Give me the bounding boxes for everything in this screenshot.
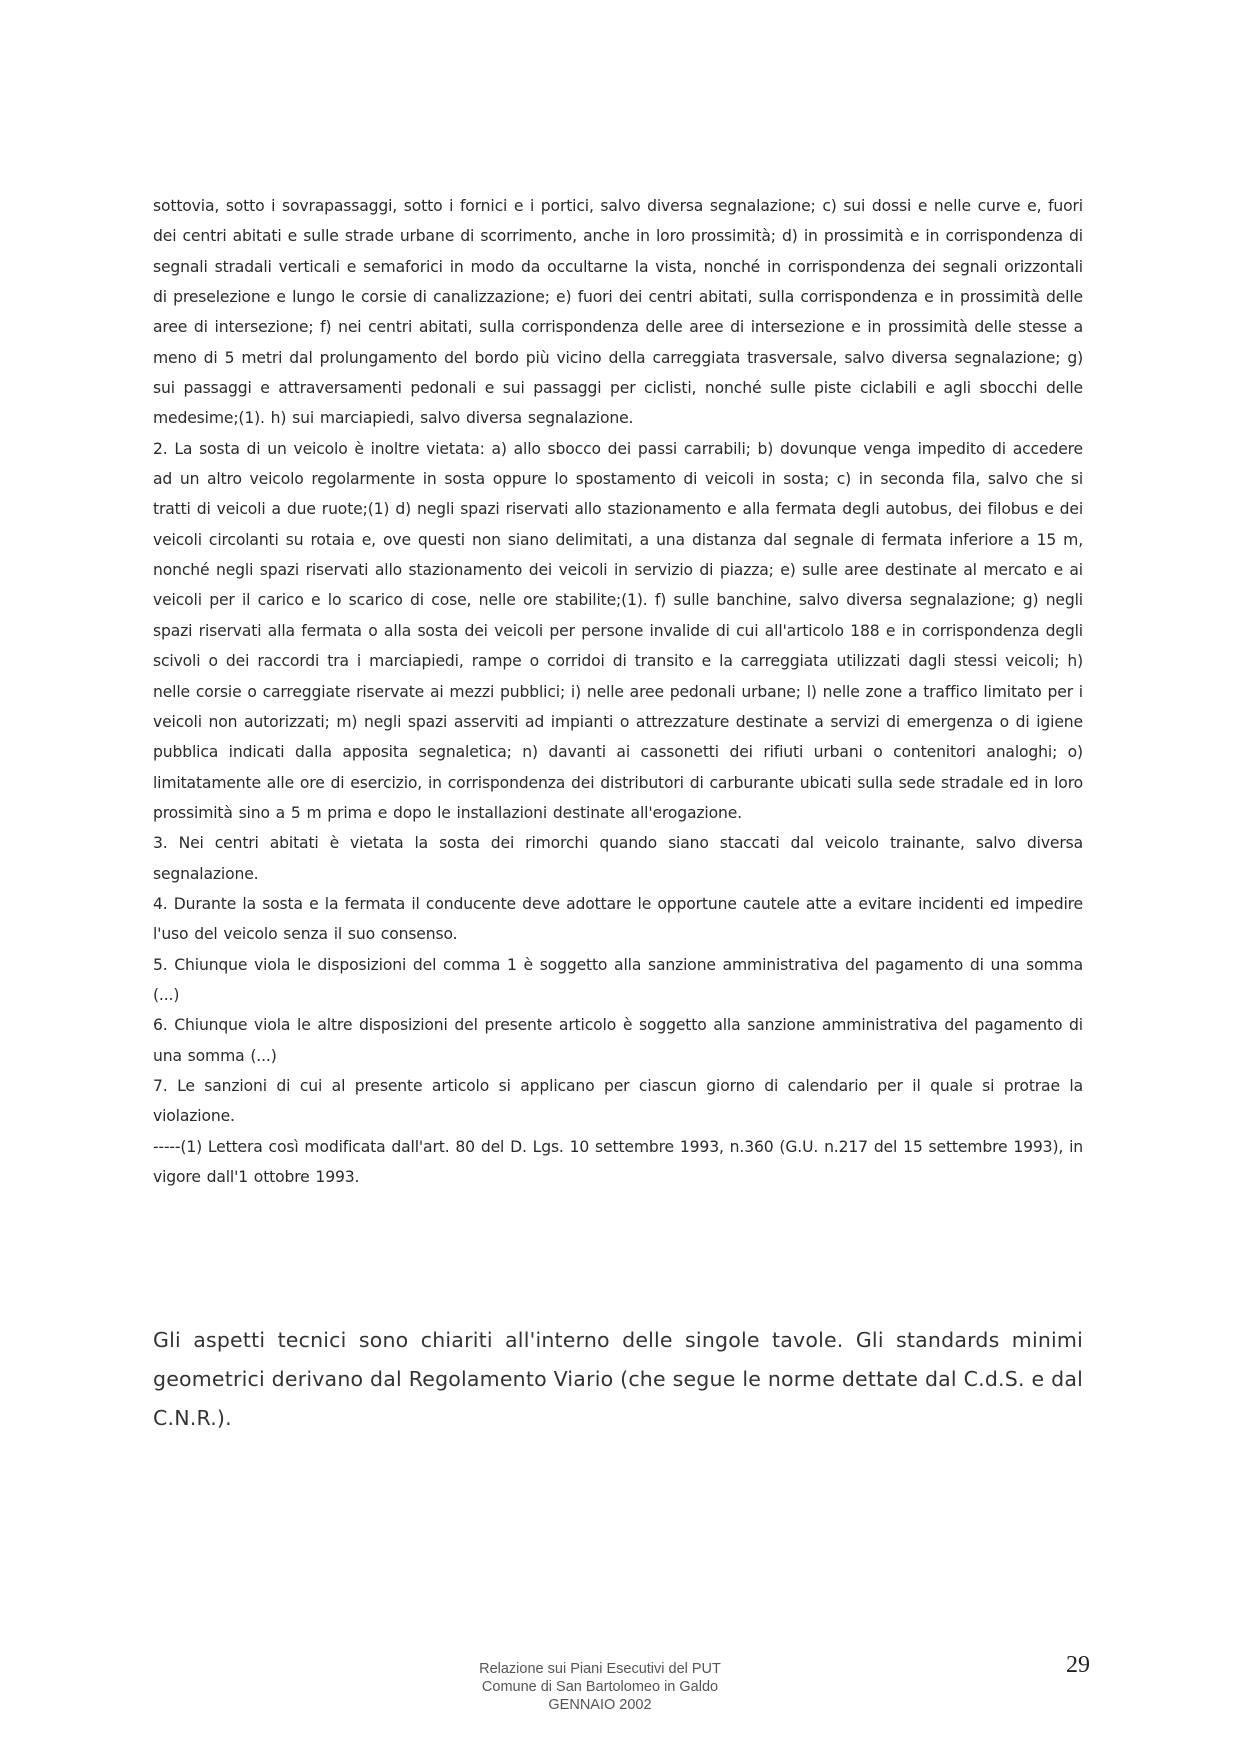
summary-paragraph: Gli aspetti tecnici sono chiariti all'interno delle singole tavole. Gli standards minimi geometrici derivano dal Regolamento Viario (che segue le norme dettate dal C.d.S. e dal C.N.R.). xyxy=(153,1328,1083,1430)
footer-date: GENNAIO 2002 xyxy=(548,1697,652,1713)
paragraph-comma-3: 3. Nei centri abitati è vietata la sosta dei rimorchi quando siano staccati dal veicolo trainante, salvo diversa segnalazione. xyxy=(153,834,1083,883)
page-number: 29 xyxy=(1066,1652,1090,1678)
paragraph-comma-7: 7. Le sanzioni di cui al presente articolo si applicano per ciascun giorno di calendario per il quale si protrae la violazione. xyxy=(153,1076,1083,1126)
footer-municipality: Comune di San Bartolomeo in Galdo xyxy=(481,1679,719,1695)
paragraph-comma-5: 5. Chiunque viola le disposizioni del comma 1 è soggetto alla sanzione amministrativa del pagamento di una somma (...) xyxy=(153,955,1083,1004)
page-footer xyxy=(400,1660,800,1714)
paragraph-comma-6: 6. Chiunque viola le altre disposizioni del presente articolo è soggetto alla sanzione amministrativa del pagamento di una somma (...) xyxy=(153,1016,1083,1065)
article-text xyxy=(153,191,1083,1192)
footnote-paragraph: -----(1) Lettera così modificata dall'art. 80 del D. Lgs. 10 settembre 1993, n.360 (G.U. n.217 del 15 settembre 1993), in vigore dall'1 ottobre 1993. xyxy=(153,1137,1083,1186)
paragraph-comma-1-continued: sottovia, sotto i sovrapassaggi, sotto i fornici e i portici, salvo diversa segnalazione; c) sui dossi e nelle curve e, fuori dei centri abitati e sulle strade urbane di scorrimento, anche in loro prossimità; d) in prossimità e in corrispondenza di segnali stradali verticali e semaforici in modo da occultarne la vista, nonché in corrispondenza dei segnali orizzontali di preselezione e lungo le corsie di canalizzazione; e) fuori dei centri abitati, sulla corrispondenza e in prossimità delle aree di intersezione; f) nei centri abitati, sulla corrispondenza delle aree di intersezione e in prossimità delle stesse a meno di 5 metri dal prolungamento del bordo più vicino della carreggiata trasversale, salvo diversa segnalazione; g) sui passaggi e attraversamenti pedonali e sui passaggi per ciclisti, nonché sulle piste ciclabili e agli sbocchi delle medesime;(1). h) sui marciapiedi, salvo diversa segnalazione. xyxy=(153,197,1083,428)
paragraph-comma-2: 2. La sosta di un veicolo è inoltre vietata: a) allo sbocco dei passi carrabili; b) dovunque venga impedito di accedere ad un altro veicolo regolarmente in sosta oppure lo spostamento di veicoli in sosta; c) in seconda fila, salvo che si tratti di veicoli a due ruote;(1) d) negli spazi riservati allo stazionamento e alla fermata degli autobus, dei filobus e dei veicoli circolanti su rotaia e, ove questi non siano delimitati, a una distanza dal segnale di fermata inferiore a 15 m, nonché negli spazi riservati allo stazionamento dei veicoli in servizio di piazza; e) sulle aree destinate al mercato e ai veicoli per il carico e lo scarico di cose, nelle ore stabilite;(1). f) sulle banchine, salvo diversa segnalazione; g) negli spazi riservati alla fermata o alla sosta dei veicoli per persone invalide di cui all'articolo 188 e in corrispondenza degli scivoli o dei raccordi tra i marciapiedi, rampe o corridoi di transito e la carreggiata utilizzati dagli stessi veicoli; h) nelle corsie o carreggiate riservate ai mezzi pubblici; i) nelle aree pedonali urbane; l) nelle zone a traffico limitato per i veicoli non autorizzati; m) negli spazi asserviti ad impianti o attrezzature destinate a servizi di emergenza o di igiene pubblica indicati dalla apposita segnaletica; n) davanti ai cassonetti dei rifiuti urbani o contenitori analoghi; o) limitatamente alle ore di esercizio, in corrispondenza dei distributori di carburante ubicati sulla sede stradale ed in loro prossimità sino a 5 m prima e dopo le installazioni destinate all'erogazione. xyxy=(153,439,1083,822)
footer-report-title: Relazione sui Piani Esecutivi del PUT xyxy=(479,1661,721,1677)
paragraph-comma-4: 4. Durante la sosta e la fermata il conducente deve adottare le opportune cautele atte a evitare incidenti ed impedire l'uso del veicolo senza il suo consenso. xyxy=(153,894,1083,944)
summary-block xyxy=(153,1321,1083,1438)
